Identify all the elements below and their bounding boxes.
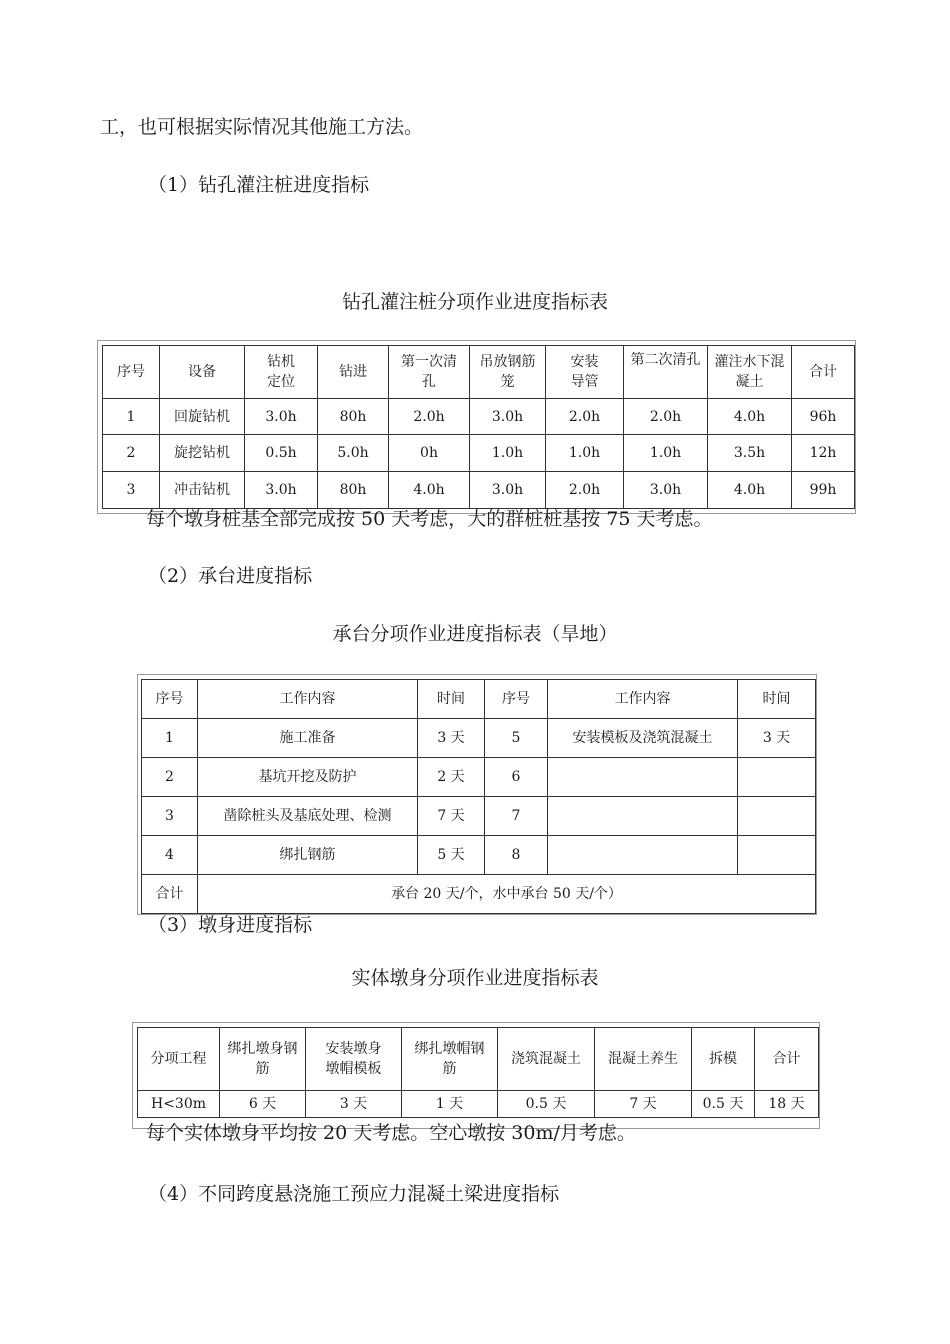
table-total-row bbox=[142, 875, 816, 914]
cell: 96h bbox=[792, 399, 855, 435]
header-cell: 混凝土养生 bbox=[595, 1028, 692, 1091]
section-heading-1: （1）钻孔灌注桩进度指标 bbox=[148, 174, 370, 196]
cell: 1 bbox=[103, 399, 160, 435]
section-heading-3: （3）墩身进度指标 bbox=[148, 914, 313, 936]
cell: 2.0h bbox=[546, 399, 624, 435]
cell: 7 天 bbox=[418, 797, 485, 836]
cell: 2 bbox=[103, 435, 160, 472]
header-cell: 吊放钢筋 笼 bbox=[470, 346, 546, 399]
note-text-3: 每个实体墩身平均按 20 天考虑。空心墩按 30m/月考虑。 bbox=[146, 1122, 636, 1144]
table-row bbox=[142, 836, 816, 875]
cell: 1.0h bbox=[546, 435, 624, 472]
cell: 基坑开挖及防护 bbox=[198, 758, 418, 797]
cell: 99h bbox=[792, 472, 855, 509]
header-cell: 工作内容 bbox=[198, 680, 418, 719]
cell: 80h bbox=[318, 399, 389, 435]
cell: 2.0h bbox=[624, 399, 708, 435]
cell: 1.0h bbox=[624, 435, 708, 472]
header-cell: 绑扎墩帽钢 筋 bbox=[402, 1028, 498, 1091]
section-heading-2: （2）承台进度指标 bbox=[148, 565, 313, 587]
intro-text: 工，也可根据实际情况其他施工方法。 bbox=[100, 116, 424, 138]
cell: 安装模板及浇筑混凝土 bbox=[548, 719, 738, 758]
cell: 3.0h bbox=[470, 472, 546, 509]
cell bbox=[548, 797, 738, 836]
cell: 2 天 bbox=[418, 758, 485, 797]
cell bbox=[738, 758, 816, 797]
cell: 1 天 bbox=[402, 1091, 498, 1118]
header-cell: 安装 导管 bbox=[546, 346, 624, 399]
header-cell: 安装墩身 墩帽模板 bbox=[306, 1028, 402, 1091]
cell: 7 天 bbox=[595, 1091, 692, 1118]
header-cell: 浇筑混凝土 bbox=[498, 1028, 595, 1091]
cell: 4.0h bbox=[708, 472, 792, 509]
cell bbox=[738, 797, 816, 836]
cell: 3 天 bbox=[418, 719, 485, 758]
cell: 2.0h bbox=[546, 472, 624, 509]
header-cell: 工作内容 bbox=[548, 680, 738, 719]
cell: 3.5h bbox=[708, 435, 792, 472]
header-cell: 拆模 bbox=[692, 1028, 755, 1091]
table-row bbox=[142, 758, 816, 797]
cell: 3 天 bbox=[738, 719, 816, 758]
header-cell: 序号 bbox=[103, 346, 160, 399]
header-cell: 钻机 定位 bbox=[245, 346, 318, 399]
cell: 7 bbox=[485, 797, 548, 836]
table-header-row bbox=[142, 680, 816, 719]
cell: 5.0h bbox=[318, 435, 389, 472]
cell: H<30m bbox=[138, 1091, 220, 1118]
cell: 1 bbox=[142, 719, 198, 758]
header-cell: 合计 bbox=[792, 346, 855, 399]
cap-progress-table bbox=[141, 679, 816, 914]
header-cell: 序号 bbox=[485, 680, 548, 719]
header-cell: 时间 bbox=[418, 680, 485, 719]
cell bbox=[548, 836, 738, 875]
cell: 6 天 bbox=[220, 1091, 306, 1118]
table-row bbox=[103, 399, 855, 435]
cell: 3 bbox=[103, 472, 160, 509]
cell: 3.0h bbox=[245, 472, 318, 509]
header-cell: 第一次清 孔 bbox=[389, 346, 470, 399]
cell: 施工准备 bbox=[198, 719, 418, 758]
table-row bbox=[142, 797, 816, 836]
table3-caption: 实体墩身分项作业进度指标表 bbox=[351, 967, 599, 989]
cell: 回旋钻机 bbox=[160, 399, 245, 435]
cell: 80h bbox=[318, 472, 389, 509]
cell: 4 bbox=[142, 836, 198, 875]
pier-progress-table bbox=[137, 1027, 819, 1118]
drilling-progress-table bbox=[102, 345, 855, 509]
cell: 3.0h bbox=[245, 399, 318, 435]
table-row bbox=[103, 472, 855, 509]
cell: 4.0h bbox=[708, 399, 792, 435]
total-label-cell: 合计 bbox=[142, 875, 198, 914]
section-heading-4: （4）不同跨度悬浇施工预应力混凝土梁进度指标 bbox=[148, 1183, 560, 1205]
cell: 绑扎钢筋 bbox=[198, 836, 418, 875]
cell: 1.0h bbox=[470, 435, 546, 472]
header-cell: 分项工程 bbox=[138, 1028, 220, 1091]
cell: 凿除桩头及基底处理、检测 bbox=[198, 797, 418, 836]
cell: 0.5 天 bbox=[692, 1091, 755, 1118]
header-cell: 灌注水下混 凝土 bbox=[708, 346, 792, 399]
cell: 0h bbox=[389, 435, 470, 472]
cell: 0.5h bbox=[245, 435, 318, 472]
cell: 2 bbox=[142, 758, 198, 797]
total-value-cell: 承台 20 天/个，水中承台 50 天/个） bbox=[198, 875, 816, 914]
header-cell: 设备 bbox=[160, 346, 245, 399]
table-row bbox=[142, 719, 816, 758]
header-cell: 绑扎墩身钢 筋 bbox=[220, 1028, 306, 1091]
header-cell: 第二次清孔 bbox=[624, 346, 708, 399]
table1-caption: 钻孔灌注桩分项作业进度指标表 bbox=[341, 291, 608, 313]
cell: 3.0h bbox=[624, 472, 708, 509]
cell: 旋挖钻机 bbox=[160, 435, 245, 472]
header-cell: 时间 bbox=[738, 680, 816, 719]
note-text-1: 每个墩身桩基全部完成按 50 天考虑，大的群桩桩基按 75 天考虑。 bbox=[146, 508, 713, 530]
cell: 3 bbox=[142, 797, 198, 836]
table-row bbox=[138, 1091, 819, 1118]
table-header-row bbox=[103, 346, 855, 399]
table2-caption: 承台分项作业进度指标表（旱地） bbox=[332, 623, 618, 645]
cell: 5 bbox=[485, 719, 548, 758]
cell bbox=[738, 836, 816, 875]
cell bbox=[548, 758, 738, 797]
cell: 4.0h bbox=[389, 472, 470, 509]
cell: 3.0h bbox=[470, 399, 546, 435]
header-cell: 钻进 bbox=[318, 346, 389, 399]
cell: 3 天 bbox=[306, 1091, 402, 1118]
cell: 冲击钻机 bbox=[160, 472, 245, 509]
cell: 18 天 bbox=[755, 1091, 819, 1118]
cell: 6 bbox=[485, 758, 548, 797]
cell: 12h bbox=[792, 435, 855, 472]
cell: 0.5 天 bbox=[498, 1091, 595, 1118]
table-header-row bbox=[138, 1028, 819, 1091]
cell: 2.0h bbox=[389, 399, 470, 435]
cell: 8 bbox=[485, 836, 548, 875]
table-row bbox=[103, 435, 855, 472]
header-cell: 合计 bbox=[755, 1028, 819, 1091]
cell: 5 天 bbox=[418, 836, 485, 875]
header-cell: 序号 bbox=[142, 680, 198, 719]
